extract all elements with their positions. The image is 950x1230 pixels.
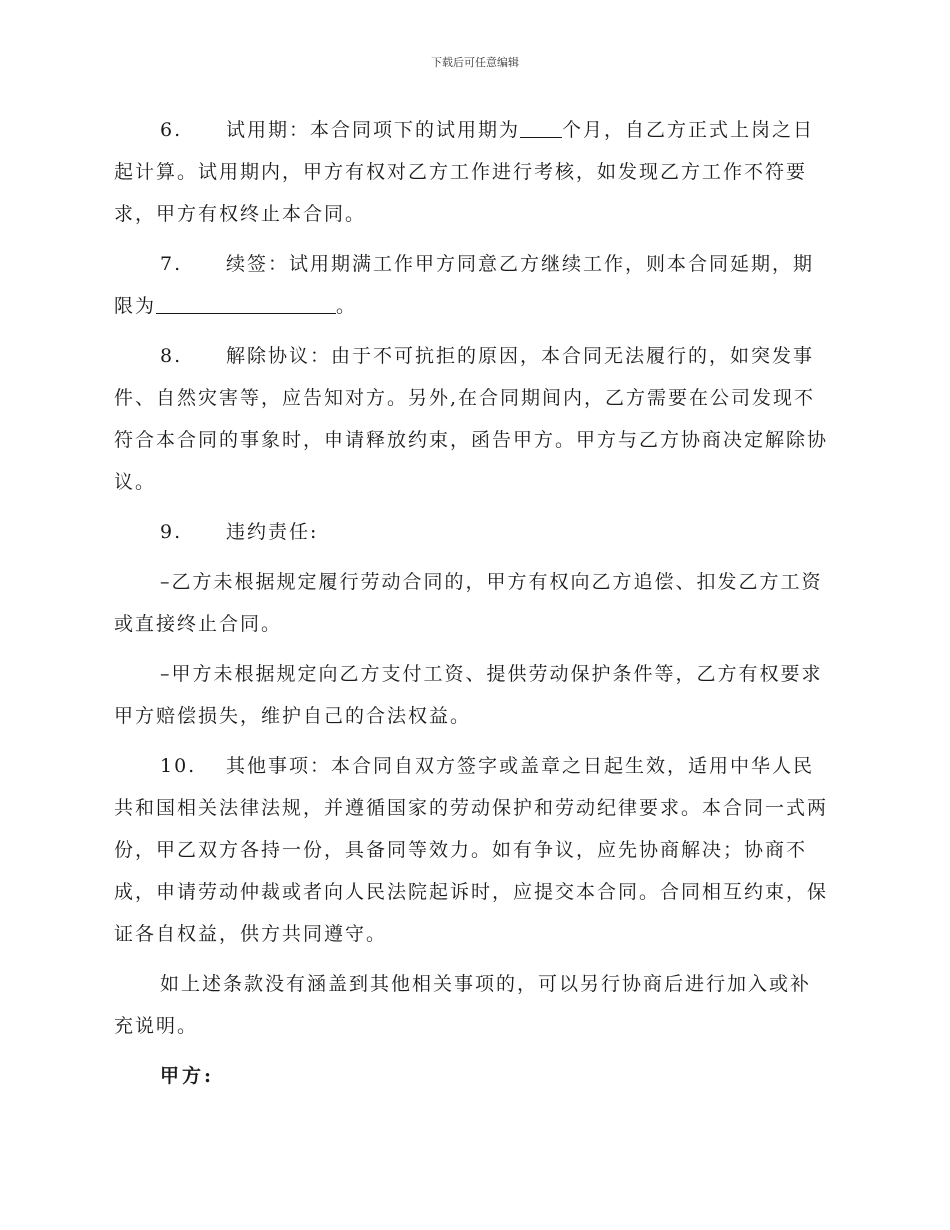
party-a-label: 甲方:	[160, 1065, 215, 1087]
contract-body	[114, 109, 830, 1097]
clause-9-item: –乙方未根据规定履行劳动合同的，甲方有权向乙方追偿、扣发乙方工资或直接终止合同。	[114, 571, 823, 635]
clause-text: 其他事项：本合同自双方签字或盖章之日起生效，适用中华人民共和国相关法律法规，并遵循国家的劳动保护和劳动纪律要求。本合同一式两份，甲乙双方各持一份，具备同等效力。如有争议，应先协商解决；协商不成，申请劳动仲裁或者向人民法院起诉时，应提交本合同。合同相互约束，保证各自权益，供方共同遵守。	[114, 755, 829, 945]
clause-text: 续签：试用期满工作甲方同意乙方继续工作，则本合同延期，期限为	[114, 253, 815, 317]
clause-7	[114, 243, 830, 327]
clause-number: 10.	[160, 755, 197, 777]
clause-text: 个月，自乙方正式上岗之日起计算。试用期内，甲方有权对乙方工作进行考核，如发现乙方工作不符要求，甲方有权终止本合同。	[114, 119, 815, 225]
supplement-note: 如上述条款没有涵盖到其他相关事项的，可以另行协商后进行加入或补充说明。	[114, 973, 812, 1037]
clause-number: 9.	[160, 521, 183, 543]
clause-text: 试用期：本合同项下的试用期为	[226, 119, 521, 141]
clause-8	[114, 335, 830, 503]
clause-9	[114, 511, 830, 553]
clause-number: 6.	[160, 119, 183, 141]
clause-10	[114, 745, 830, 955]
clause-text: 。	[336, 295, 358, 317]
clause-9-item: –甲方未根据规定向乙方支付工资、提供劳动保护条件等，乙方有权要求甲方赔偿损失，维护自己的合法权益。	[114, 663, 823, 727]
clause-number: 7.	[160, 253, 183, 275]
clause-number: 8.	[160, 345, 183, 367]
blank-line	[520, 119, 562, 138]
clause-6	[114, 109, 830, 235]
blank-line	[156, 295, 336, 314]
page-header: 下载后可任意编辑	[431, 56, 519, 69]
clause-text: 违约责任:	[226, 521, 319, 543]
clause-text: 解除协议：由于不可抗拒的原因，本合同无法履行的，如突发事件、自然灾害等，应告知对方。另外,在合同期间内，乙方需要在公司发现不符合本合同的事象时，申请释放约束，函告甲方。甲方与乙方协商决定解除协议。	[114, 345, 829, 493]
